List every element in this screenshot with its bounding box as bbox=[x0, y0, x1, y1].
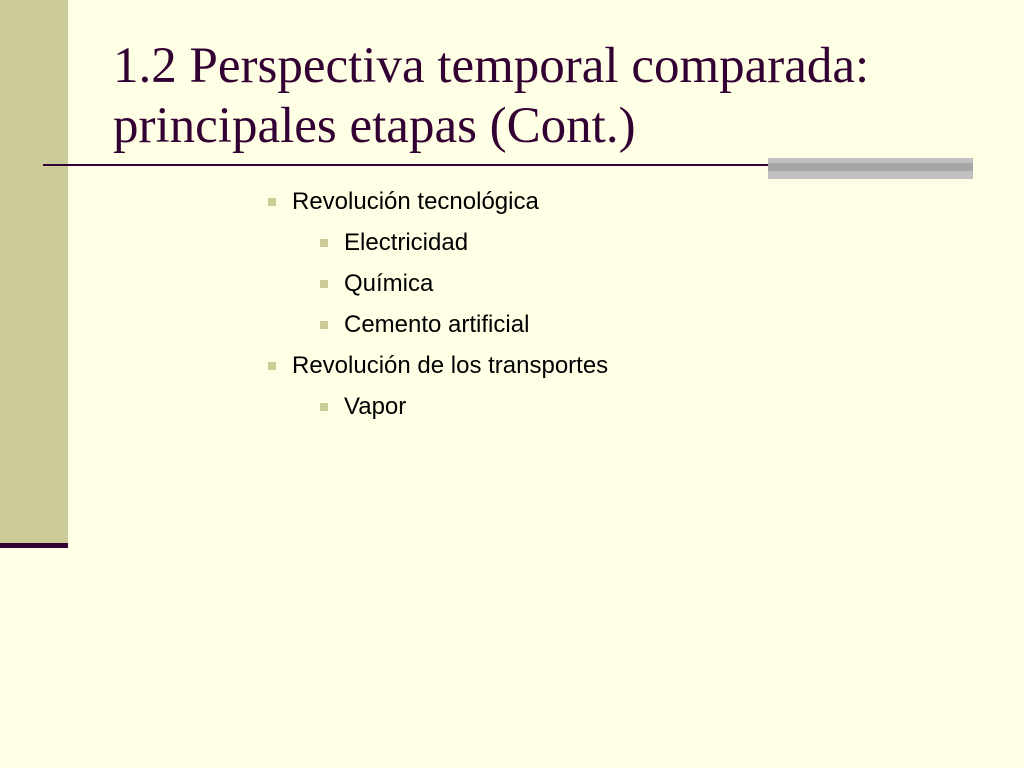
left-band-rule bbox=[0, 543, 68, 548]
slide-title bbox=[113, 36, 993, 156]
sub-bullet-item bbox=[268, 268, 968, 309]
square-bullet-icon bbox=[268, 362, 276, 370]
bullet-text: Cemento artificial bbox=[344, 311, 530, 338]
bullet-text: Vapor bbox=[344, 393, 407, 420]
sub-bullet-item bbox=[268, 227, 968, 268]
title-line-1: 1.2 Perspectiva temporal comparada: bbox=[113, 38, 870, 94]
bullet-text: Química bbox=[344, 270, 434, 297]
square-bullet-icon bbox=[320, 321, 328, 329]
square-bullet-icon bbox=[320, 280, 328, 288]
bullet-text: Revolución tecnológica bbox=[292, 188, 539, 215]
square-bullet-icon bbox=[268, 198, 276, 206]
title-line-2: principales etapas (Cont.) bbox=[113, 98, 636, 154]
accent-bar-middle bbox=[768, 163, 973, 171]
bullet-item bbox=[268, 186, 968, 227]
title-accent-bar bbox=[768, 158, 973, 180]
bullet-text: Revolución de los transportes bbox=[292, 352, 609, 379]
bullet-item bbox=[268, 350, 968, 391]
square-bullet-icon bbox=[320, 239, 328, 247]
left-decorative-band bbox=[0, 0, 68, 548]
sub-bullet-item bbox=[268, 309, 968, 350]
square-bullet-icon bbox=[320, 403, 328, 411]
sub-bullet-item bbox=[268, 391, 968, 432]
accent-bar-bottom bbox=[768, 171, 973, 179]
bullet-list bbox=[268, 186, 968, 432]
bullet-text: Electricidad bbox=[344, 229, 469, 256]
